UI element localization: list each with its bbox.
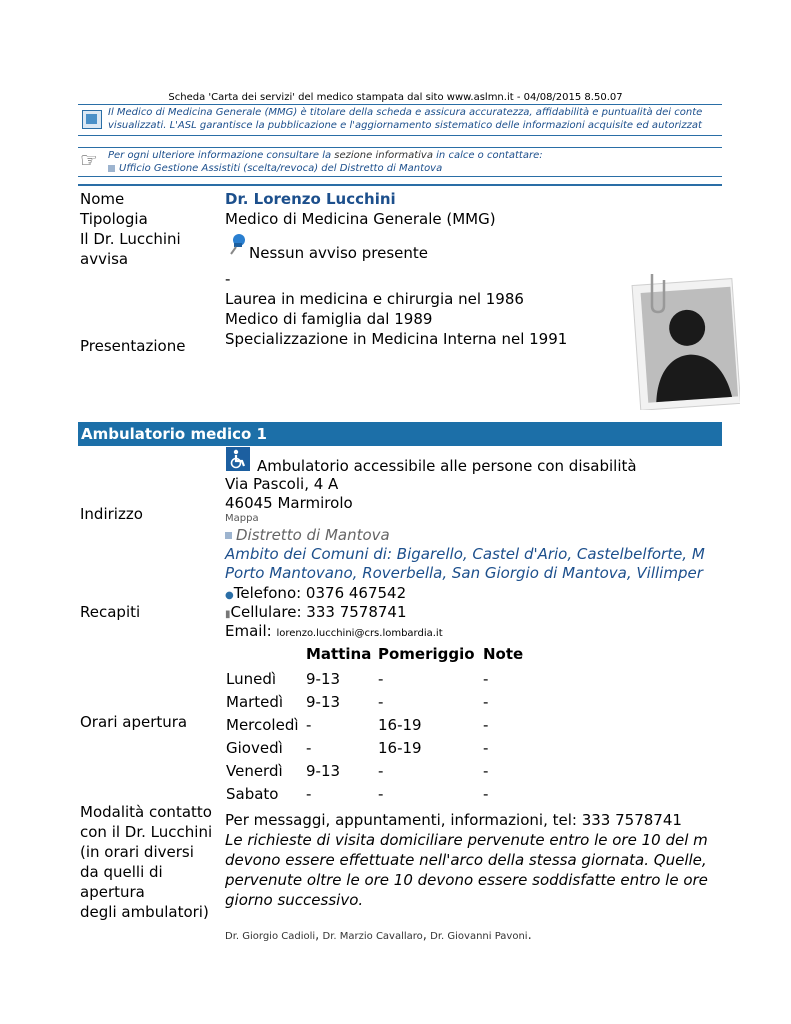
info-book-icon — [82, 110, 102, 129]
contacts-label: Recapiti — [80, 603, 141, 621]
footer-doctors: Dr. Giorgio Cadioli, Dr. Marzio Cavallaro, Dr. Giovanni Pavoni. — [225, 928, 532, 943]
square-bullet-icon — [225, 532, 232, 539]
phone: ●Telefono: 0376 467542 — [225, 584, 407, 602]
info-box — [78, 147, 722, 177]
mobile: ▮Cellulare: 333 7578741 — [225, 603, 407, 621]
ambito-line-2: Porto Mantovano, Roverbella, San Giorgio di Mantova, Villimper — [225, 564, 703, 582]
street: Via Pascoli, 4 A — [225, 475, 339, 493]
table-row: Sabato - - - — [226, 784, 489, 803]
square-bullet-icon — [108, 165, 115, 172]
hours-label: Orari apertura — [80, 713, 188, 731]
address-label: Indirizzo — [80, 505, 143, 523]
info-text: Per ogni ulteriore informazione consultare la sezione informativa in calce o contattare: Ufficio Gestione Assistiti (scelta/revoca) del Distretto di Mantova — [108, 150, 543, 174]
email-row: Email: lorenzo.lucchini@crs.lombardia.it — [225, 622, 443, 640]
accessible-text: Ambulatorio accessibile alle persone con disabilità — [257, 457, 637, 475]
contact-mode-text: Per messaggi, appuntamenti, informazioni, tel: 333 7578741 Le richieste di visita domiciliare pervenute entro le ore 10 del m devono essere effettuate nell'arco della stessa giornata. Quelle, pervenute oltre le ore 10 devono essere soddisfatte entro le ore giorno successivo. — [225, 811, 708, 909]
photo-placeholder-icon — [630, 270, 740, 410]
doctor-type: Medico di Medicina Generale (MMG) — [225, 210, 496, 228]
table-row: Giovedì - 16-19 - — [226, 738, 489, 757]
table-row: Venerdì 9-13 - - — [226, 761, 489, 780]
office-link[interactable]: Ufficio Gestione Assistiti (scelta/revoca) del Distretto di Mantova — [119, 163, 443, 174]
print-header: Scheda 'Carta dei servizi' del medico stampata dal sito www.aslmn.it - 04/08/2015 8.50.07 — [168, 92, 623, 103]
doctor-notice: Nessun avviso presente — [249, 244, 428, 262]
district: Distretto di Mantova — [225, 525, 390, 545]
city: 46045 Marmirolo — [225, 494, 353, 512]
pointing-hand-icon: ☞ — [80, 148, 98, 172]
table-row: Martedì 9-13 - - — [226, 692, 489, 711]
wheelchair-icon — [226, 447, 250, 471]
hours-header-row: Mattina Pomeriggio Note — [306, 645, 524, 663]
map-link[interactable]: Mappa — [225, 513, 259, 524]
ambito-line-1: Ambito dei Comuni di: Bigarello, Castel d'Ario, Castelbelforte, M — [225, 545, 705, 563]
hours-table — [226, 643, 525, 805]
presentation-label: Presentazione — [80, 337, 186, 355]
table-row: Lunedì 9-13 - - — [226, 669, 489, 688]
presentation-text: - Laurea in medicina e chirurgia nel 1986 Medico di famiglia dal 1989 Specializzazione in Medicina Interna nel 1991 — [225, 270, 568, 348]
email-link[interactable]: lorenzo.lucchini@crs.lombardia.it — [276, 628, 443, 639]
name-label: Nome — [80, 190, 125, 208]
clinic-title-bar: Ambulatorio medico 1 — [78, 422, 722, 446]
info-section-link[interactable]: sezione informativa — [334, 150, 433, 161]
table-row: Mercoledì - 16-19 - — [226, 715, 489, 734]
mobile-icon: ▮ — [225, 609, 231, 620]
notice-text: Il Medico di Medicina Generale (MMG) è titolare della scheda e assicura accuratezza, affidabilità e puntualità dei conte visualizzati. L'ASL garantisce la pubblicazione e l'aggiornamento sistematico delle informazioni acquisite ed autorizzat — [108, 107, 703, 131]
contact-mode-label: Modalità contatto con il Dr. Lucchini (in orari diversi da quelli di apertura degli ambulatori) — [80, 803, 213, 921]
doctor-name: Dr. Lorenzo Lucchini — [225, 190, 396, 208]
type-label: Tipologia — [80, 210, 148, 228]
notice-label: Il Dr. Lucchini avvisa — [80, 230, 181, 268]
divider — [78, 184, 722, 186]
notice-box — [78, 104, 722, 136]
phone-icon: ● — [225, 590, 234, 601]
pushpin-icon — [228, 233, 248, 255]
